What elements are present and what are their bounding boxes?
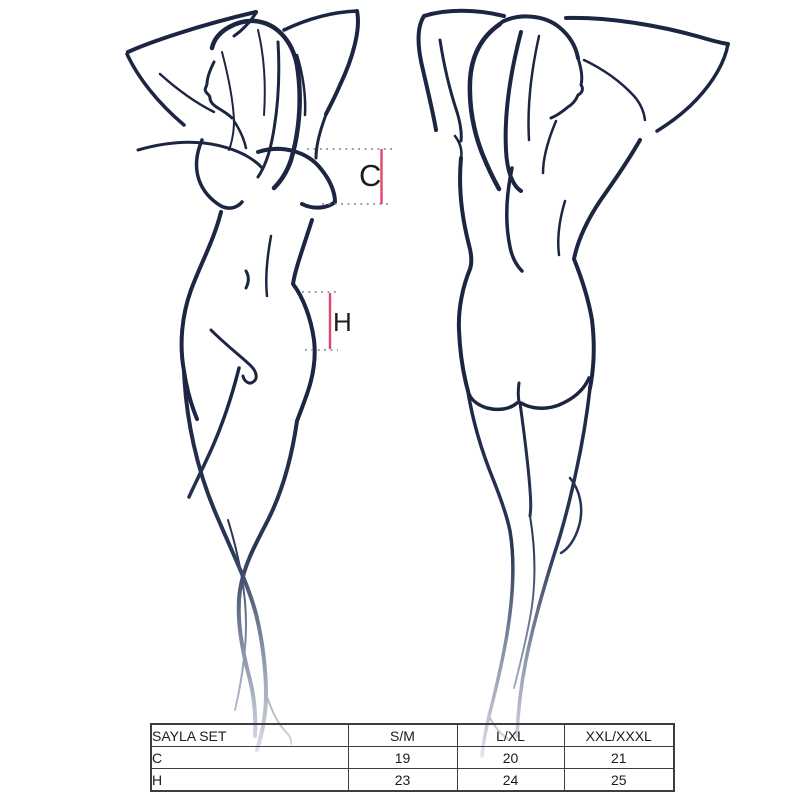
- chest-row-label: C: [151, 747, 348, 769]
- front-figure: [127, 11, 358, 750]
- chest-value-xxlxxxl: 21: [564, 747, 674, 769]
- chest-row: [151, 747, 674, 769]
- hip-value-xxlxxxl: 25: [564, 769, 674, 792]
- table-header-row: [151, 724, 674, 747]
- chest-value-sm: 19: [348, 747, 457, 769]
- hip-value-sm: 23: [348, 769, 457, 792]
- back-figure: [419, 11, 728, 756]
- size-column-header-sm: S/M: [348, 724, 457, 747]
- chest-value-lxl: 20: [457, 747, 564, 769]
- size-column-header-lxl: L/XL: [457, 724, 564, 747]
- product-name-cell: SAYLA SET: [151, 724, 348, 747]
- size-column-header-xxlxxxl: XXL/XXXL: [564, 724, 674, 747]
- size-table: [150, 723, 675, 792]
- hip-row: [151, 769, 674, 792]
- hip-row-label: H: [151, 769, 348, 792]
- chest-measurement-label: C: [359, 158, 382, 193]
- hip-measurement-label: H: [333, 307, 352, 337]
- hip-value-lxl: 24: [457, 769, 564, 792]
